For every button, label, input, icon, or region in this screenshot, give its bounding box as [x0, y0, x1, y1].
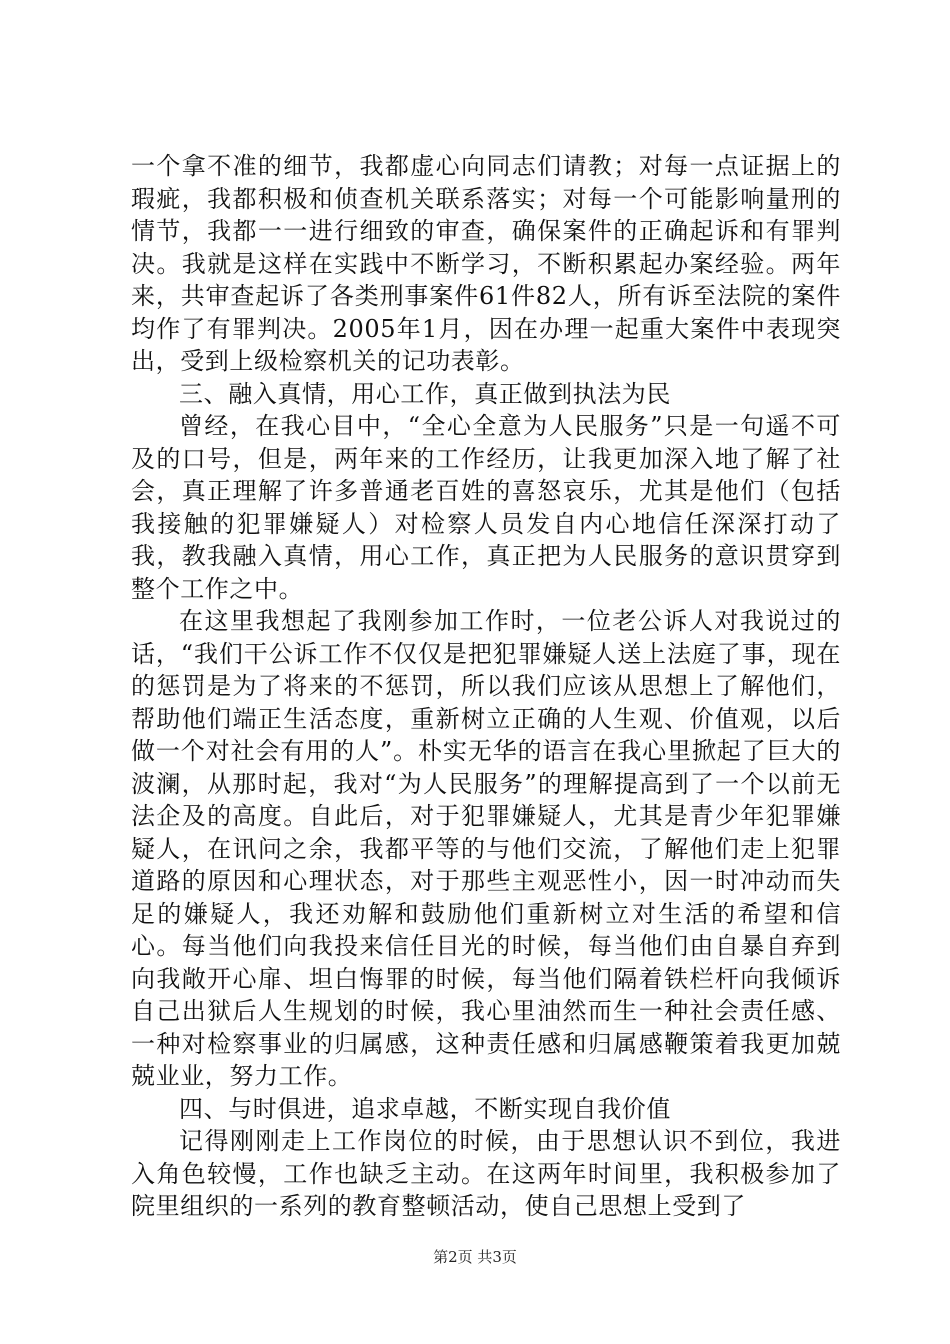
paragraph: 在这里我想起了我刚参加工作时，一位老公诉人对我说过的话，“我们干公诉工作不仅仅是把犯罪嫌疑人送上法庭了事，现在的惩罚是为了将来的不惩罚，所以我们应该从思想上了解他们，帮助他们端正生活态度，重新树立正确的人生观、价值观，以后做一个对社会有用的人”。朴实无华的语言在我心里掀起了巨大的波澜，从那时起，我对“为人民服务”的理解提高到了一个以前无法企及的高度。自此后，对于犯罪嫌疑人，尤其是青少年犯罪嫌疑人，在讯问之余，我都平等的与他们交流，了解他们走上犯罪道路的原因和心理状态，对于那些主观恶性小，因一时冲动而失足的嫌疑人，我还劝解和鼓励他们重新树立对生活的希望和信心。每当他们向我投来信任目光的时候，每当他们由自暴自弃到向我敞开心扉、坦白悔罪的时候，每当他们隔着铁栏杆向我倾诉自己出狱后人生规划的时候，我心里油然而生一种社会责任感、一种对检察事业的归属感，这种责任感和归属感鞭策着我更加兢兢业业，努力工作。: [131, 607, 841, 1090]
section-heading-4: 四、与时俱进，追求卓越，不断实现自我价值: [179, 1094, 671, 1123]
document-body: [131, 150, 841, 1223]
paragraph: 记得刚刚走上工作岗位的时候，由于思想认识不到位，我进入角色较慢，工作也缺乏主动。在这两年时间里，我积极参加了院里组织的一系列的教育整顿活动，使自己思想上受到了: [131, 1127, 841, 1220]
section-heading-3: 三、融入真情，用心工作，真正做到执法为民: [179, 379, 671, 408]
paragraph: 一个拿不准的细节，我都虚心向同志们请教；对每一点证据上的瑕疵，我都积极和侦查机关联系落实；对每一个可能影响量刑的情节，我都一一进行细致的审查，确保案件的正确起诉和有罪判决。我就是这样在实践中不断学习，不断积累起办案经验。两年来，共审查起诉了各类刑事案件61件82人，所有诉至法院的案件均作了有罪判决。2005年1月，因在办理一起重大案件中表现突出，受到上级检察机关的记功表彰。: [131, 152, 841, 375]
page-footer: 第2页 共3页: [433, 1248, 517, 1266]
paragraph: 曾经，在我心目中，“全心全意为人民服务”只是一句遥不可及的口号，但是，两年来的工作经历，让我更加深入地了解了社会，真正理解了许多普通老百姓的喜怒哀乐，尤其是他们（包括我接触的犯罪嫌疑人）对检察人员发自内心地信任深深打动了我，教我融入真情，用心工作，真正把为人民服务的意识贯穿到整个工作之中。: [131, 412, 841, 603]
